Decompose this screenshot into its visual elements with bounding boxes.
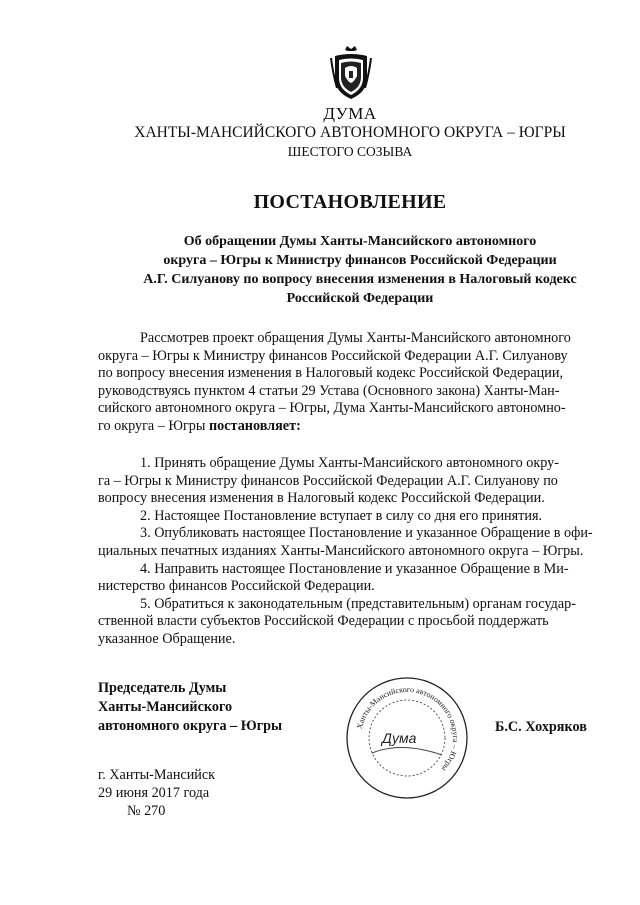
stamp-ring-text: Ханты-Мансийского автономного округа – Югры: [354, 684, 461, 773]
intro-paragraph: [98, 330, 600, 436]
place: г. Ханты-Мансийск: [98, 767, 216, 783]
subject-line: Об обращении Думы Ханты-Мансийского автономного: [183, 234, 537, 249]
document-number: № 270: [127, 803, 166, 819]
stamp-center-text: Дума: [382, 730, 417, 746]
intro-line: руководствуясь пунктом 4 статьи 29 Устава (Основного закона) Ханты-Ман-: [98, 382, 560, 399]
document-type: ПОСТАНОВЛЕНИЕ: [253, 191, 447, 213]
intro-line: сийского автономного округа – Югры, Дума Ханты-Мансийского автономно-: [98, 400, 566, 417]
item-line: 3. Опубликовать настоящее Постановление и указанное Обращение в офи-: [140, 525, 593, 542]
item-line: ственной власти субъектов Российской Федерации с просьбой поддержать: [98, 613, 549, 630]
signatory-title: Председатель Думы Ханты-Мансийского автономного округа – Югры: [98, 680, 283, 734]
subject-line: округа – Югры к Министру финансов Российской Федерации: [163, 253, 557, 268]
date: 29 июня 2017 года: [98, 784, 210, 801]
item-line: га – Югры к Министру финансов Российской Федерации А.Г. Силуанову по: [98, 472, 558, 489]
item-line: 2. Настоящее Постановление вступает в силу со дня его принятия.: [140, 507, 543, 524]
item-line: указанное Обращение.: [98, 630, 236, 647]
item-line: вопросу внесения изменения в Налоговый кодекс Российской Федерации.: [98, 490, 545, 507]
region-title: ХАНТЫ-МАНСИЙСКОГО АВТОНОМНОГО ОКРУГА – ЮГРЫ: [134, 124, 566, 141]
subject-line: Российской Федерации: [286, 291, 434, 306]
resolution-items: [98, 455, 600, 649]
subject-line: А.Г. Силуанову по вопросу внесения изменения в Налоговый кодекс: [143, 272, 577, 287]
item-line: нистерство финансов Российской Федерации.: [98, 578, 375, 595]
seal-stamp: [342, 673, 472, 803]
place-and-date: [98, 767, 215, 802]
intro-line: го округа – Югры постановляет:: [98, 417, 301, 434]
item-line: 1. Принять обращение Думы Ханты-Мансийского автономного окру-: [140, 455, 559, 471]
intro-line: округа – Югры к Министру финансов Российской Федерации А.Г. Силуанову: [98, 347, 568, 364]
signatory-name: Б.С. Хохряков: [495, 719, 587, 735]
intro-line: Рассмотрев проект обращения Думы Ханты-Мансийского автономного: [140, 330, 571, 346]
document-subject: [90, 232, 630, 308]
resolves-word: постановляет:: [208, 417, 301, 434]
item-line: 5. Обратиться к законодательным (представительным) органам государ-: [140, 595, 576, 612]
convocation-title: ШЕСТОГО СОЗЫВА: [287, 144, 413, 159]
item-line: циальных печатных изданиях Ханты-Мансийского автономного округа – Югры.: [98, 542, 584, 559]
intro-line: по вопросу внесения изменения в Налоговый кодекс Российской Федерации,: [98, 365, 563, 382]
organ-title: ДУМА: [323, 104, 377, 123]
item-line: 4. Направить настоящее Постановление и указанное Обращение в Ми-: [140, 560, 569, 577]
coat-of-arms-icon: [327, 44, 375, 102]
